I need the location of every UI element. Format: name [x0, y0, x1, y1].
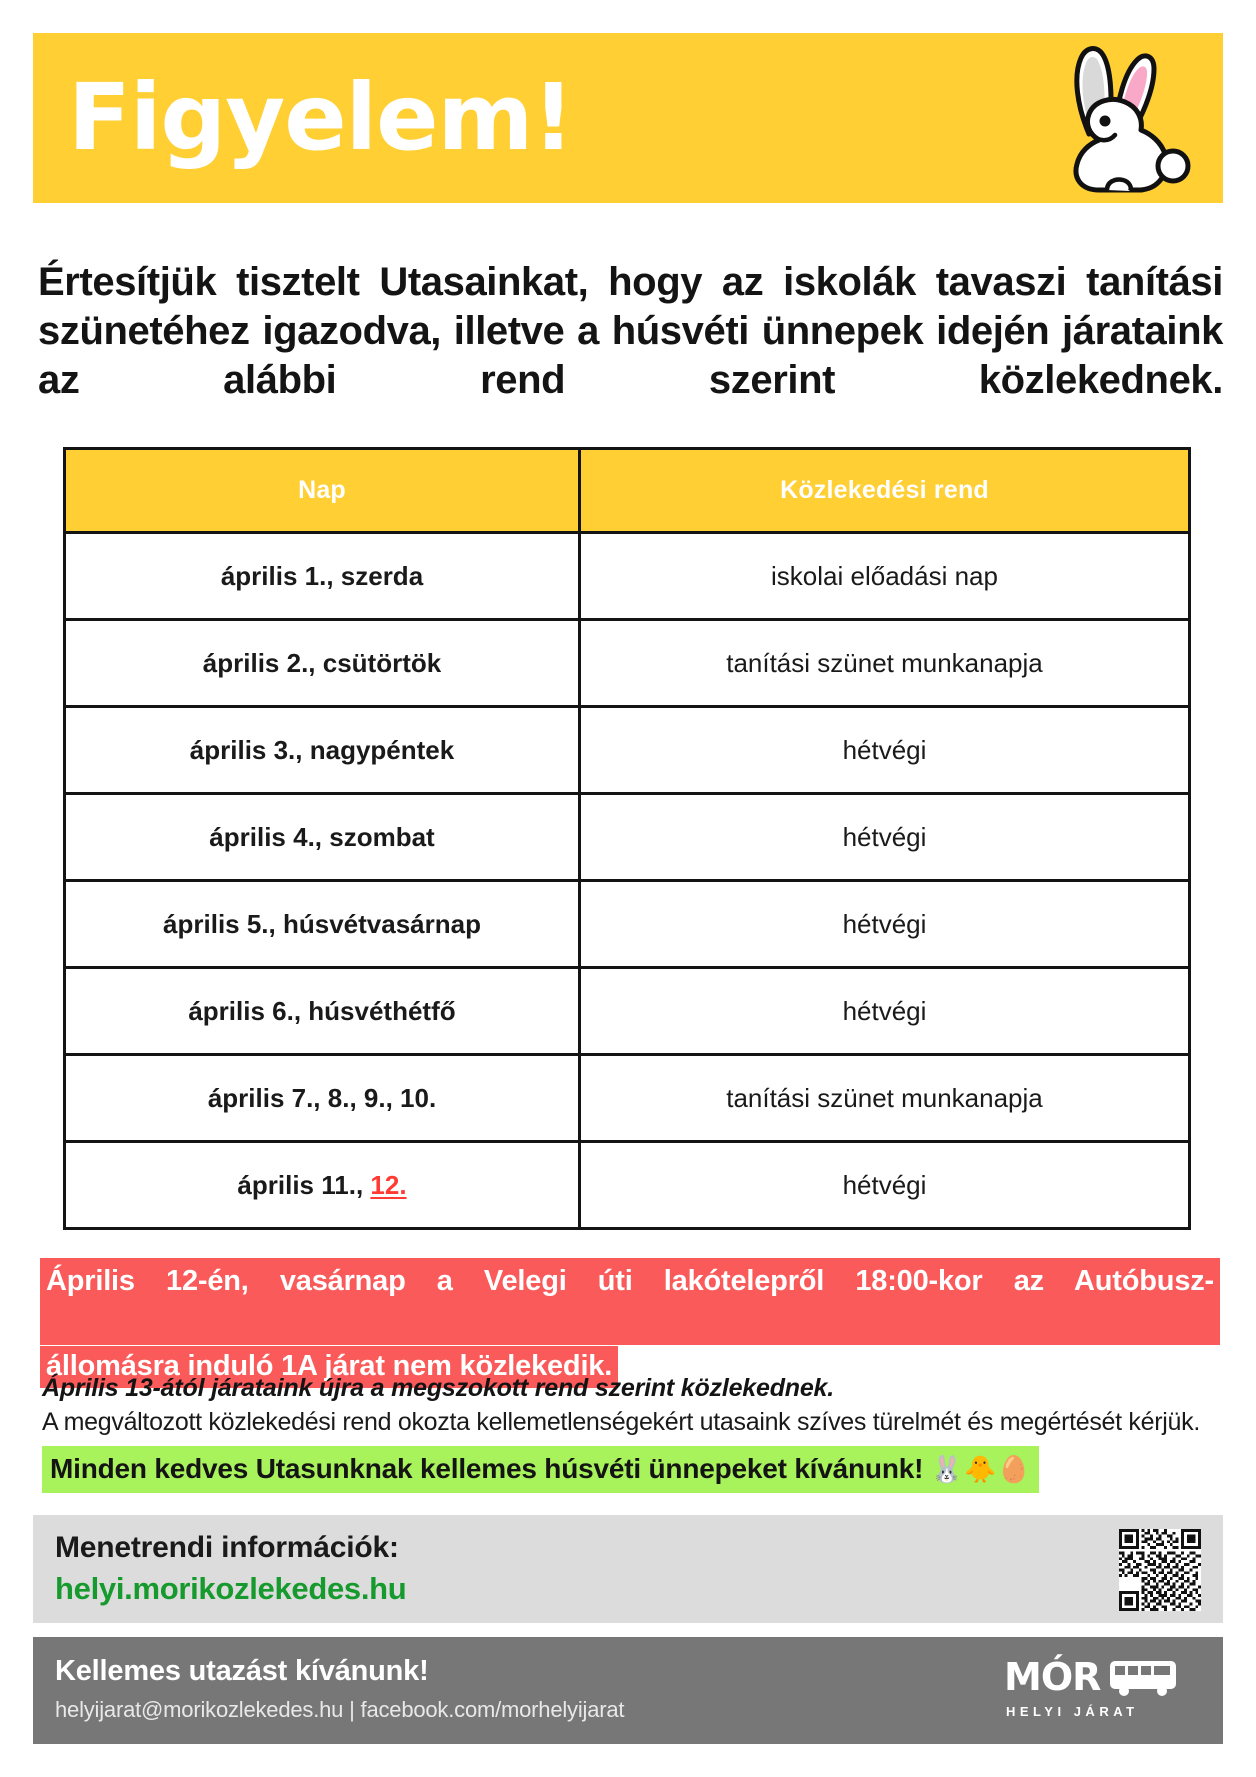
cell-mode: iskolai előadási nap	[580, 533, 1190, 620]
table-header-day: Nap	[65, 449, 580, 533]
easter-greeting	[42, 1453, 1222, 1485]
header-banner	[33, 33, 1223, 203]
table-header-mode: Közlekedési rend	[580, 449, 1190, 533]
cell-mode: hétvégi	[580, 881, 1190, 968]
cell-day: április 6., húsvéthétfő	[65, 968, 580, 1055]
resume-notice: Április 13-ától járataink újra a megszokott rend szerint közlekednek.	[42, 1374, 835, 1402]
cell-mode: hétvégi	[580, 707, 1190, 794]
timetable-info-box	[33, 1515, 1223, 1623]
table-row	[65, 1055, 1190, 1142]
alert-line-1	[40, 1258, 1220, 1345]
bus-icon	[1108, 1657, 1178, 1697]
cell-day: április 5., húsvétvasárnap	[65, 881, 580, 968]
cell-day: április 1., szerda	[65, 533, 580, 620]
easter-greeting-highlight	[42, 1446, 1039, 1493]
logo-subtitle: HELYI JÁRAT	[1006, 1704, 1139, 1719]
cell-mode: hétvégi	[580, 1142, 1190, 1229]
timetable-info-url[interactable]: helyi.morikozlekedes.hu	[55, 1571, 407, 1606]
cell-day-highlight: 12.	[370, 1169, 407, 1200]
cell-day: április 4., szombat	[65, 794, 580, 881]
cell-mode: tanítási szünet munkanapja	[580, 620, 1190, 707]
cell-mode: hétvégi	[580, 968, 1190, 1055]
table-row	[65, 620, 1190, 707]
table-row	[65, 968, 1190, 1055]
table-row	[65, 794, 1190, 881]
mor-helyi-jarat-logo	[1004, 1657, 1199, 1727]
page-title: Figyelem!	[68, 64, 574, 171]
cell-day: április 7., 8., 9., 10.	[65, 1055, 580, 1142]
table-row	[65, 1142, 1190, 1229]
cell-day: április 2., csütörtök	[65, 620, 580, 707]
timetable-info-label: Menetrendi információk:	[55, 1531, 399, 1564]
table-body	[65, 533, 1190, 1229]
intro-paragraph: Értesítjük tisztelt Utasainkat, hogy az iskolák tavaszi tanítási szünetéhez igazodva, illetve a húsvéti ünnepek idején járataink az alábbi rend szerint közlekednek.	[38, 260, 1223, 402]
apology-notice: A megváltozott közlekedési rend okozta kellemetlenségekért utasaink szíves türelmét és megértését kérjük.	[42, 1408, 1200, 1436]
service-alert-banner	[40, 1258, 1220, 1386]
table-row	[65, 707, 1190, 794]
alert-line-2-text: állomásra induló 1A járat nem közlekedik.	[40, 1346, 618, 1388]
logo-wordmark: MÓR	[1004, 1655, 1101, 1699]
qr-code-icon[interactable]	[1119, 1529, 1201, 1611]
easter-emoji-icons: 🐰🐥🥚	[930, 1454, 1031, 1484]
schedule-table	[63, 447, 1191, 1230]
cell-day: április 3., nagypéntek	[65, 707, 580, 794]
footer-contact: helyijarat@morikozlekedes.hu | facebook.com/morhelyijarat	[55, 1697, 625, 1722]
table-row	[65, 881, 1190, 968]
cell-day-prefix: április 11.,	[237, 1169, 371, 1200]
table-row	[65, 533, 1190, 620]
alert-line-1-text: Április 12-én, vasárnap a Velegi úti lakótelepről 18:00-kor az Autóbusz-	[40, 1258, 1220, 1345]
logo-main-row	[1004, 1657, 1178, 1697]
easter-greeting-text: Minden kedves Utasunknak kellemes húsvéti ünnepeket kívánunk!	[50, 1453, 924, 1484]
easter-bunny-icon	[1033, 38, 1203, 203]
cell-mode: tanítási szünet munkanapja	[580, 1055, 1190, 1142]
cell-mode: hétvégi	[580, 794, 1190, 881]
table-header-row	[65, 449, 1190, 533]
cell-day-mixed	[65, 1142, 580, 1229]
footer-title: Kellemes utazást kívánunk!	[55, 1655, 429, 1687]
footer-bar	[33, 1637, 1223, 1744]
